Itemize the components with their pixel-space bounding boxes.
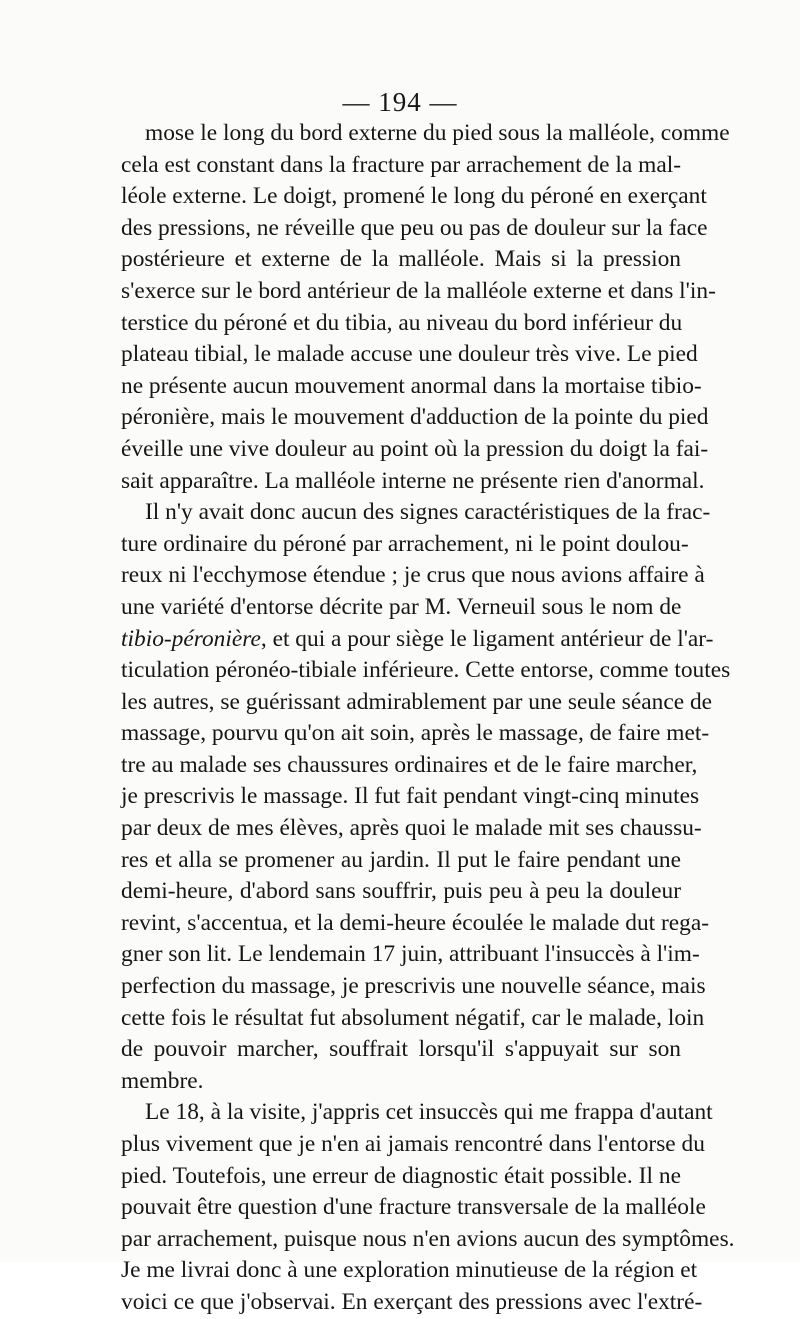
- text-line: sait apparaître. La malléole interne ne présente rien d'anormal.: [121, 467, 705, 494]
- italic-term: tibio-péronière: [121, 625, 261, 652]
- text-line: éveille une vive douleur au point où la pression du doigt la fai-: [121, 435, 709, 462]
- text-line: des pressions, ne réveille que peu ou pas de douleur sur la face: [121, 214, 708, 241]
- text-line: postérieure et externe de la malléole. Mais si la pression: [121, 246, 681, 273]
- text-line: ne présente aucun mouvement anormal dans la mortaise tibio-: [121, 372, 702, 399]
- text-line: membre.: [121, 1067, 204, 1094]
- text-line: je prescrivis le massage. Il fut fait pendant vingt-cinq minutes: [121, 783, 700, 810]
- text-line: res et alla se promener au jardin. Il put le faire pendant une: [121, 846, 681, 873]
- text-line: Je me livrai donc à une exploration minutieuse de la région et: [121, 1257, 698, 1284]
- text-line: une variété d'entorse décrite par M. Verneuil sous le nom de: [121, 593, 682, 620]
- text-line: péronière, mais le mouvement d'adduction de la pointe du pied: [121, 404, 709, 431]
- text-line: voici ce que j'observai. En exerçant des pressions avec l'extré-: [121, 1288, 703, 1315]
- text-line: les autres, se guérissant admirablement par une seule séance de: [121, 688, 713, 715]
- text-line: pied. Toutefois, une erreur de diagnostic était possible. Il ne: [121, 1162, 681, 1189]
- text-line: massage, pourvu qu'on ait soin, après le massage, de faire met-: [121, 720, 710, 747]
- body-text: [121, 118, 735, 1319]
- text-line: par deux de mes élèves, après quoi le malade mit ses chaussu-: [121, 815, 702, 842]
- text-line: léole externe. Le doigt, promené le long du péroné en exerçant: [121, 183, 707, 210]
- text-line: reux ni l'ecchymose étendue ; je crus que nous avions affaire à: [121, 562, 705, 589]
- text-line: tre au malade ses chaussures ordinaires et de le faire marcher,: [121, 751, 698, 778]
- text-line: perfection du massage, je prescrivis une nouvelle séance, mais: [121, 973, 706, 1000]
- text-line: revint, s'accentua, et la demi-heure écoulée le malade dut rega-: [121, 909, 710, 936]
- text-line: mose le long du bord externe du pied sous la malléole, comme: [145, 120, 730, 146]
- text-line: plateau tibial, le malade accuse une douleur très vive. Le pied: [121, 341, 698, 368]
- text-line: plus vivement que je n'en ai jamais rencontré dans l'entorse du: [121, 1131, 705, 1157]
- text-line: demi-heure, d'abord sans souffrir, puis peu à peu la douleur: [121, 878, 681, 905]
- text-line: pouvait être question d'une fracture transversale de la malléole: [121, 1194, 706, 1221]
- paragraph-3: [121, 1097, 735, 1318]
- text-line: par arrachement, puisque nous n'en avions aucun des symptômes.: [121, 1225, 735, 1252]
- text-line: s'exerce sur le bord antérieur de la malléole externe et dans l'in-: [121, 277, 716, 304]
- paragraph-1: [121, 118, 730, 497]
- text-line: ticulation péronéo-tibiale inférieure. Cette entorse, comme toutes: [121, 657, 731, 684]
- paragraph-2: [121, 497, 731, 1097]
- text-line: de pouvoir marcher, souffrait lorsqu'il s'appuyait sur son: [121, 1036, 681, 1063]
- text-line: Il n'y avait donc aucun des signes caractéristiques de la frac-: [145, 499, 711, 526]
- text-line: gner son lit. Le lendemain 17 juin, attribuant l'insuccès à l'im-: [121, 941, 700, 968]
- text-line: cela est constant dans la fracture par arrachement de la mal-: [121, 151, 681, 178]
- text-line: tibio-péronière, et qui a pour siège le ligament antérieur de l'ar-: [121, 625, 714, 652]
- text-line: Le 18, à la visite, j'appris cet insuccès qui me frappa d'autant: [145, 1099, 713, 1126]
- page-number: — 194 —: [342, 87, 458, 117]
- text-line: ture ordinaire du péroné par arrachement, ni le point doulou-: [121, 530, 689, 557]
- text-line: terstice du péroné et du tibia, au niveau du bord inférieur du: [121, 309, 683, 336]
- text-line: cette fois le résultat fut absolument négatif, car le malade, loin: [121, 1004, 705, 1031]
